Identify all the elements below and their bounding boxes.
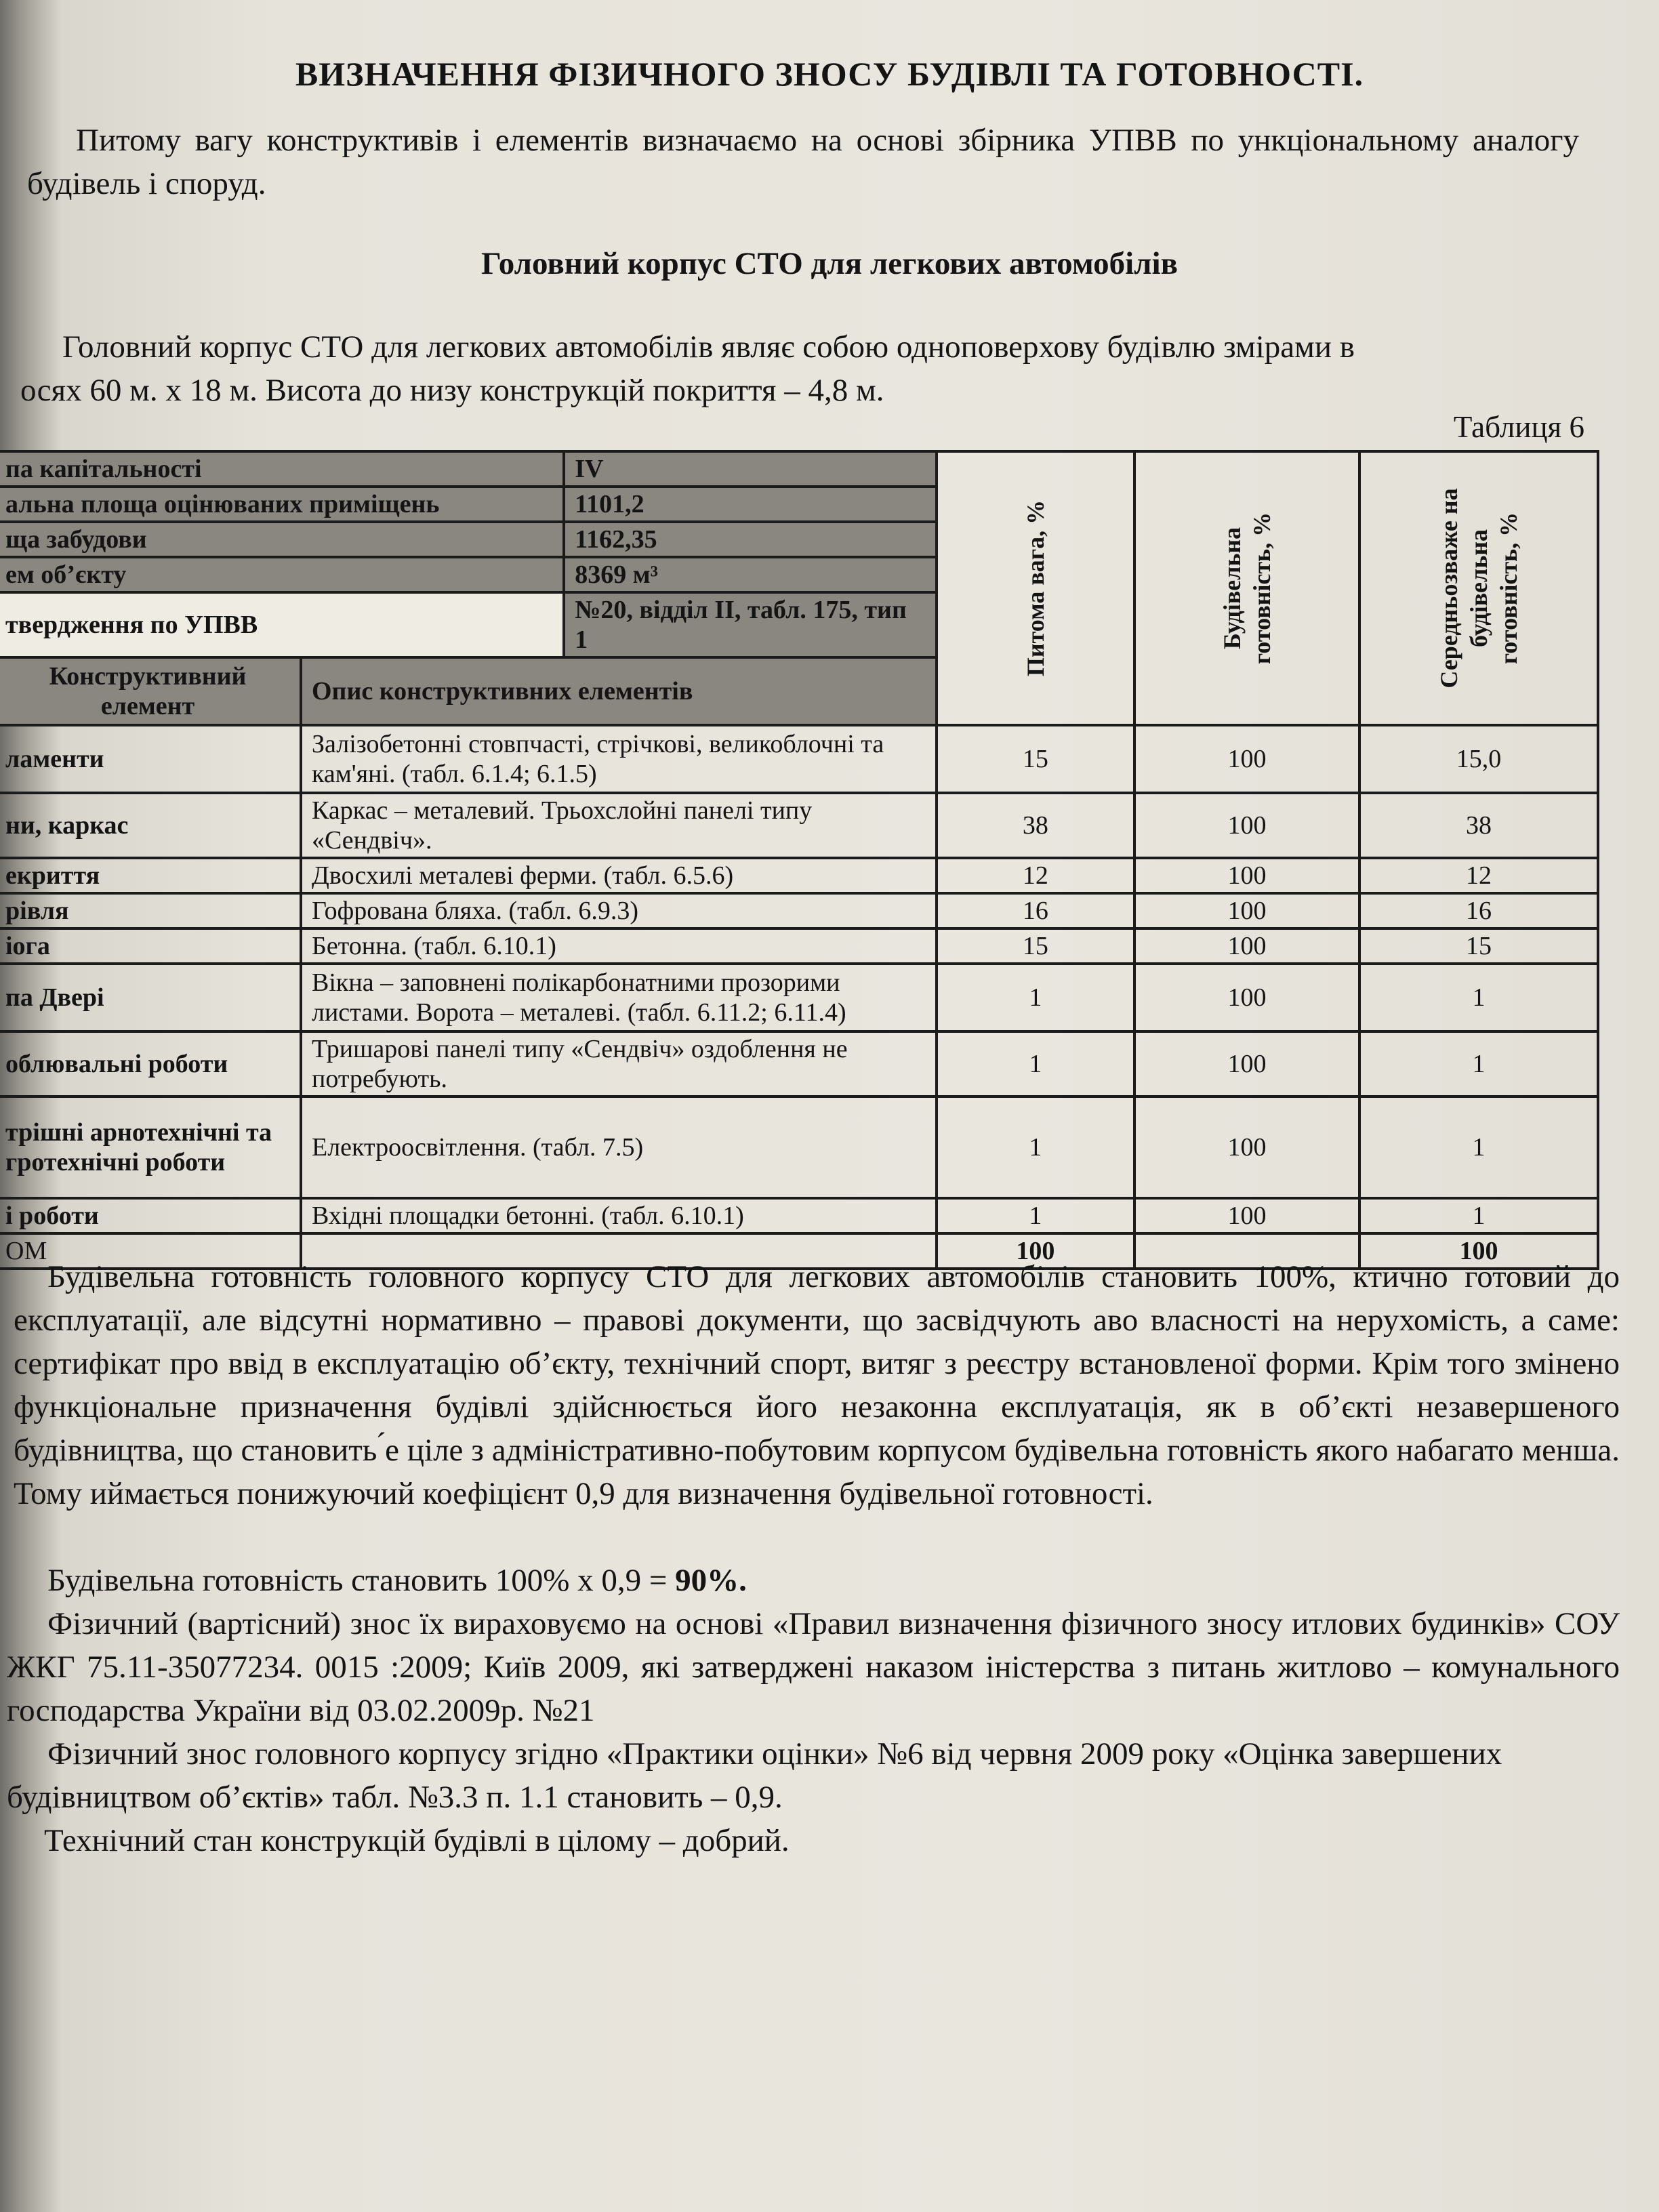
- weighted-cell: 38: [1359, 793, 1598, 858]
- info-value: №20, відділ II, табл. 175, тип 1: [564, 592, 936, 657]
- weight-cell: 16: [937, 893, 1134, 928]
- info-value: 1101,2: [564, 487, 936, 522]
- weight-cell: 1: [937, 964, 1134, 1031]
- weighted-cell: 15: [1359, 928, 1598, 964]
- readiness-cell: 100: [1134, 1097, 1359, 1198]
- table-row: [0, 928, 1598, 964]
- weight-cell: 1: [937, 1031, 1134, 1097]
- weight-cell: 38: [937, 793, 1134, 858]
- element-header: Конструктивний елемент: [0, 657, 301, 725]
- readiness-cell: 100: [1134, 793, 1359, 858]
- weight-cell: 12: [937, 858, 1134, 893]
- weighted-cell: 1: [1359, 964, 1598, 1031]
- table-row: [0, 893, 1598, 928]
- table-caption: Таблиця 6: [1453, 410, 1584, 444]
- weighted-cell: 15,0: [1359, 725, 1598, 793]
- info-label: ем об’єкту: [0, 557, 564, 592]
- description-cell: Гофрована бляха. (табл. 6.9.3): [301, 893, 937, 928]
- weight-header: [937, 451, 1134, 725]
- weight-cell: 1: [937, 1198, 1134, 1233]
- description-cell: Каркас – металевий. Трьохслойні панелі типу «Сендвіч».: [301, 793, 937, 858]
- readiness-calculation: [47, 1559, 1606, 1602]
- total-label: ОМ: [0, 1233, 301, 1269]
- readiness-table: [0, 450, 1599, 1270]
- document-title: ВИЗНАЧЕННЯ ФІЗИЧНОГО ЗНОСУ БУДІВЛІ ТА ГОТОВНОСТІ.: [295, 55, 1364, 93]
- info-value: IV: [564, 451, 936, 487]
- description-cell: Вікна – заповнені полікарбонатними прозорими листами. Ворота – металеві. (табл. 6.11.2; 6.11.4): [301, 964, 937, 1031]
- section-description: Головний корпус СТО для легкових автомобілів являє собою одноповерхову будівлю змірами в осях 60 м. х 18 м. Висота до низу конструкцій покриття – 4,8 м.: [20, 329, 1355, 408]
- description-cell: Двосхилі металеві ферми. (табл. 6.5.6): [301, 858, 937, 893]
- table-row: [0, 725, 1598, 793]
- wear-result-paragraph: Фізичний знос головного корпусу згідно «Практики оцінки» №6 від червня 2009 року «Оцінка завершених будівництвом об’єктів» табл. №3.3 п. 1.1 становить – 0,9.: [7, 1736, 1502, 1815]
- description-cell: Електроосвітлення. (табл. 7.5): [301, 1097, 937, 1198]
- wear-method-paragraph: Фізичний (вартісний) знос їх вираховуємо на основі «Правил визначення фізичного зносу итлових будинків» СОУ ЖКГ 75.11-35077234. 0015 :2009; Київ 2009, які затверджені наказом іністерства з питань житлово – комунального господарства України від 03.02.2009р. №21: [7, 1606, 1620, 1728]
- table-row: [0, 1097, 1598, 1198]
- weighted-cell: 16: [1359, 893, 1598, 928]
- element-cell: екриття: [0, 858, 301, 893]
- readiness-calc-result: 90%.: [675, 1563, 747, 1598]
- info-label: твердження по УПВВ: [0, 592, 564, 657]
- readiness-cell: 100: [1134, 1031, 1359, 1097]
- element-cell: ламенти: [0, 725, 301, 793]
- table-row: [0, 1031, 1598, 1097]
- readiness-cell: 100: [1134, 893, 1359, 928]
- element-cell: ни, каркас: [0, 793, 301, 858]
- table-row: [0, 858, 1598, 893]
- weighted-cell: 1: [1359, 1031, 1598, 1097]
- element-cell: трішні арнотехнічні та гротехнічні роботи: [0, 1097, 301, 1198]
- element-cell: і роботи: [0, 1198, 301, 1233]
- description-cell: Вхідні площадки бетонні. (табл. 6.10.1): [301, 1198, 937, 1233]
- total-weighted: 100: [1359, 1233, 1598, 1269]
- element-cell: рівля: [0, 893, 301, 928]
- weight-header-label: Питома вага, %: [1021, 499, 1049, 677]
- table-row: [0, 1198, 1598, 1233]
- element-cell: іога: [0, 928, 301, 964]
- info-label: ща забудови: [0, 522, 564, 557]
- readiness-cell: 100: [1134, 964, 1359, 1031]
- weighted-cell: 1: [1359, 1198, 1598, 1233]
- readiness-header: [1134, 451, 1359, 725]
- description-cell: Залізобетонні стовпчасті, стрічкові, великоблочні та кам'яні. (табл. 6.1.4; 6.1.5): [301, 725, 937, 793]
- info-label: альна площа оцінюваних приміщень: [0, 487, 564, 522]
- table-row: [0, 964, 1598, 1031]
- description-cell: Тришарові панелі типу «Сендвіч» оздоблення не потребують.: [301, 1031, 937, 1097]
- info-row: [0, 451, 1598, 487]
- technical-state: Технічний стан конструкцій будівлі в цілому – добрий.: [44, 1823, 790, 1858]
- weighted-cell: 1: [1359, 1097, 1598, 1198]
- total-weight: 100: [937, 1233, 1134, 1269]
- readiness-calc-prefix: Будівельна готовність становить 100% х 0,9 =: [47, 1563, 676, 1598]
- readiness-cell: 100: [1134, 1198, 1359, 1233]
- weighted-header-label: Середньозваже на будівельна готовність, %: [1435, 488, 1522, 689]
- weighted-cell: 12: [1359, 858, 1598, 893]
- description-header: Опис конструктивних елементів: [301, 657, 937, 725]
- element-cell: облювальні роботи: [0, 1031, 301, 1097]
- readiness-cell: 100: [1134, 928, 1359, 964]
- element-cell: па Двері: [0, 964, 301, 1031]
- info-value: 8369 м³: [564, 557, 936, 592]
- section-title: Головний корпус СТО для легкових автомобілів: [481, 246, 1178, 281]
- weight-cell: 1: [937, 1097, 1134, 1198]
- readiness-header-label: Будівельна готовність, %: [1218, 512, 1275, 665]
- weight-cell: 15: [937, 928, 1134, 964]
- info-label: па капітальності: [0, 451, 564, 487]
- readiness-cell: 100: [1134, 725, 1359, 793]
- intro-paragraph: Питому вагу конструктивів і елементів визначаємо на основі збірника УПВВ по ункціональному аналогу будівель і споруд.: [27, 123, 1579, 201]
- weighted-header: [1359, 451, 1598, 725]
- table-row: [0, 793, 1598, 858]
- weight-cell: 15: [937, 725, 1134, 793]
- description-cell: Бетонна. (табл. 6.10.1): [301, 928, 937, 964]
- readiness-cell: 100: [1134, 858, 1359, 893]
- info-value: 1162,35: [564, 522, 936, 557]
- conclusion-paragraph: Будівельна готовність головного корпусу СТО для легкових автомобілів становить 100%, ктично готовий до експлуатації, але відсутні нормативно – правові документи, що засвідчують аво власності на нерухомість, а саме: сертифікат про ввід в експлуатацію об’єкту, технічний спорт, витяг з реєстру встановленої форми. Крім того змінено функціональне призначення будівлі здійснюється його незаконна експлуатація, як в об’єкті незавершеного будівництва, що становить ́е ціле з адміністративно-побутовим корпусом будівельна готовність якого набагато менша. Тому иймається понижуючий коефіцієнт 0,9 для визначення будівельної готовності.: [14, 1259, 1620, 1511]
